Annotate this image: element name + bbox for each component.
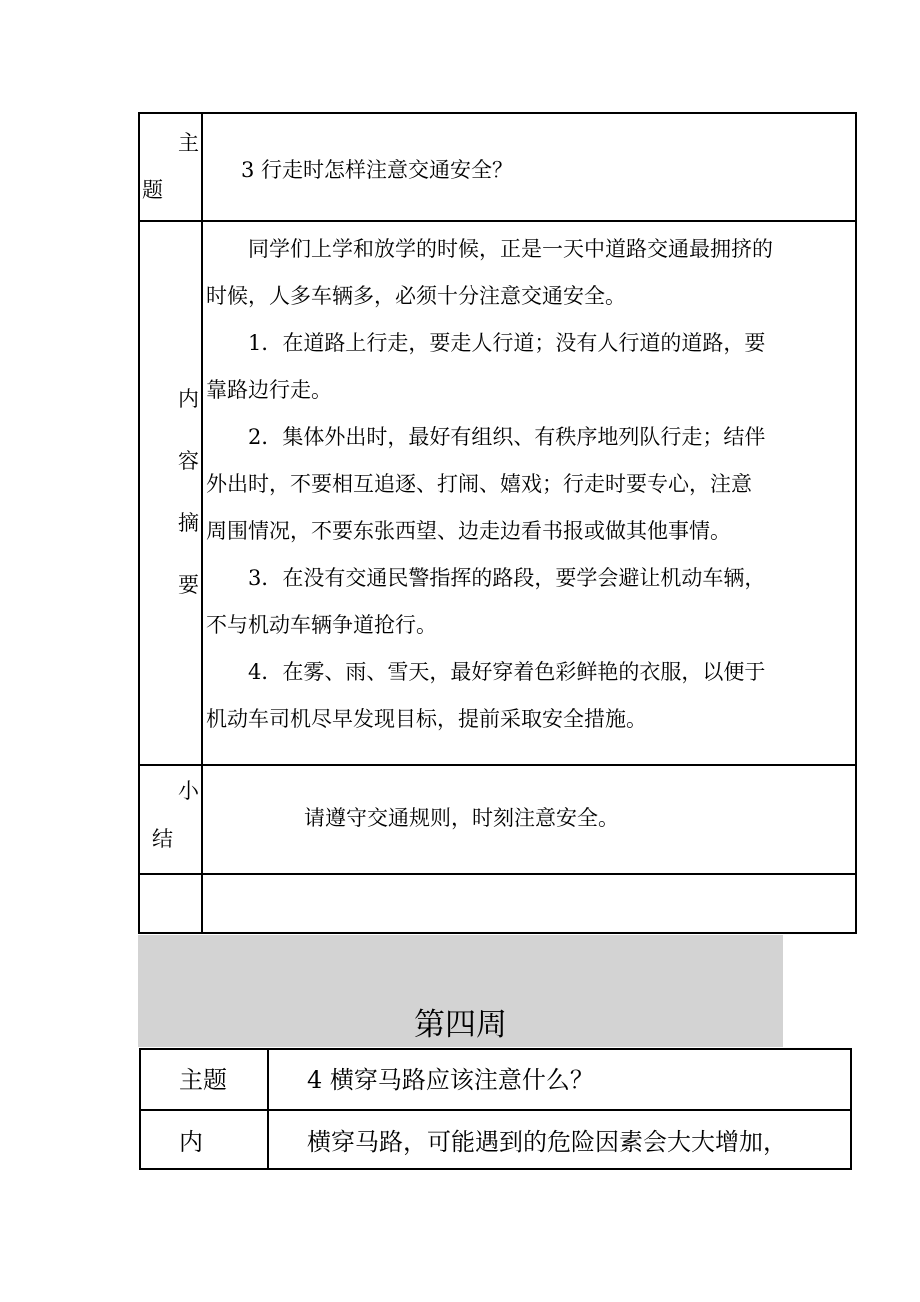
content-label: 内 — [179, 1128, 203, 1156]
topic-label-char-1: 主 — [178, 131, 199, 155]
content-line: 外出时，不要相互追逐、打闹、嬉戏；行走时要专心，注意 — [206, 472, 752, 496]
content-line: 时候，人多车辆多，必须十分注意交通安全。 — [206, 284, 626, 308]
row-divider — [140, 764, 855, 766]
week-header-band — [138, 935, 783, 1047]
content-line: 4．在雾、雨、雪天，最好穿着色彩鲜艳的衣服，以便于 — [206, 660, 766, 684]
content-label-char-3: 摘 — [178, 511, 199, 535]
lesson-table-week4 — [139, 1048, 852, 1170]
content-line: 周围情况，不要东张西望、边走边看书报或做其他事情。 — [206, 519, 731, 543]
content-line: 3．在没有交通民警指挥的路段，要学会避让机动车辆， — [206, 566, 766, 590]
content-line: 2．集体外出时，最好有组织、有秩序地列队行走；结伴 — [206, 425, 766, 449]
lesson-table-week3 — [138, 112, 857, 934]
content-line: 靠路边行走。 — [206, 378, 332, 402]
content-summary — [206, 226, 856, 743]
week-title: 第四周 — [414, 1007, 507, 1043]
content-label-char-1: 内 — [178, 387, 199, 411]
content-line: 同学们上学和放学的时候，正是一天中道路交通最拥挤的 — [206, 237, 773, 261]
column-divider — [201, 114, 203, 932]
topic-text: 3 行走时怎样注意交通安全？ — [241, 158, 514, 182]
content-line: 不与机动车辆争道抢行。 — [206, 613, 437, 637]
summary-label-char-1: 小 — [178, 779, 199, 803]
summary-label-char-2: 结 — [152, 827, 173, 851]
content-line: 1．在道路上行走，要走人行道；没有人行道的道路，要 — [206, 331, 766, 355]
content-line: 机动车司机尽早发现目标，提前采取安全措施。 — [206, 707, 647, 731]
content-label-char-4: 要 — [178, 573, 199, 597]
topic-label-char-2: 题 — [142, 178, 163, 202]
row-divider — [140, 873, 855, 875]
content-label-char-2: 容 — [178, 449, 199, 473]
row-divider — [140, 220, 855, 222]
summary-text: 请遵守交通规则，时刻注意安全。 — [304, 806, 619, 830]
topic-text: 4 横穿马路应该注意什么？ — [307, 1066, 594, 1094]
content-text: 横穿马路，可能遇到的危险因素会大大增加， — [307, 1128, 787, 1156]
row-divider — [141, 1109, 850, 1111]
topic-label: 主题 — [179, 1066, 227, 1094]
